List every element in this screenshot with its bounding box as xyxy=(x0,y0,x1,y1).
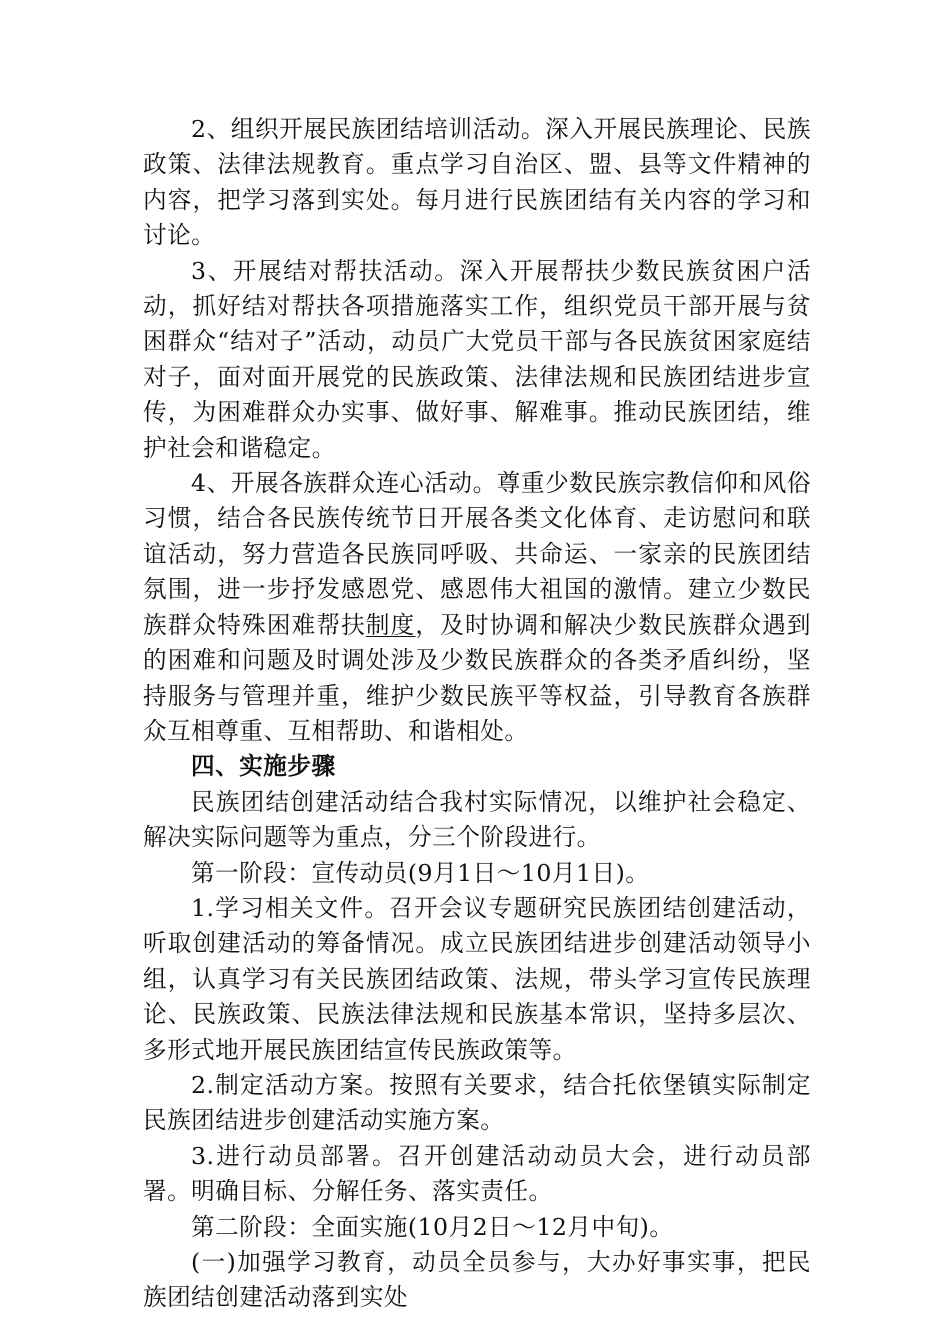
paragraph-overview: 民族团结创建活动结合我村实际情况，以维护社会稳定、解决实际问题等为重点，分三个阶段进行。 xyxy=(143,787,811,852)
underlined-term: 制度 xyxy=(365,610,416,639)
section-heading-implementation-steps: 四、实施步骤 xyxy=(191,752,336,781)
paragraph-phase-two: 第二阶段：全面实施(10月2日～12月中旬)。 xyxy=(191,1212,674,1241)
paragraph-heart-connection xyxy=(143,466,811,749)
paragraph-pairing-assistance: 3、开展结对帮扶活动。深入开展帮扶少数民族贫困户活动，抓好结对帮扶各项措施落实工作，组织党员干部开展与贫困群众“结对子”活动，动员广大党员干部与各民族贫困家庭结对子，面对面开展党的民族政策、法律法规和民族团结进步宣传，为困难群众办实事、做好事、解难事。推动民族团结，维护社会和谐稳定。 xyxy=(143,256,811,462)
paragraph-phase-one: 第一阶段：宣传动员(9月1日～10月1日)。 xyxy=(191,858,650,887)
document-body xyxy=(143,112,811,1316)
paragraph-mobilization: 3.进行动员部署。召开创建活动动员大会，进行动员部署。明确目标、分解任务、落实责任。 xyxy=(143,1141,811,1206)
paragraph-training: 2、组织开展民族团结培训活动。深入开展民族理论、民族政策、法律法规教育。重点学习自治区、盟、县等文件精神的内容，把学习落到实处。每月进行民族团结有关内容的学习和讨论。 xyxy=(143,115,811,250)
paragraph-study-documents: 1.学习相关文件。召开会议专题研究民族团结创建活动，听取创建活动的筹备情况。成立民族团结进步创建活动领导小组，认真学习有关民族团结政策、法规，带头学习宣传民族理论、民族政策、民族法律法规和民族基本常识，坚持多层次、多形式地开展民族团结宣传民族政策等。 xyxy=(143,893,811,1064)
paragraph-strengthen-education: (一)加强学习教育，动员全员参与，大办好事实事，把民族团结创建活动落到实处 xyxy=(143,1248,811,1312)
paragraph-text-after: ，及时协调和解决少数民族群众遇到的困难和问题及时调处涉及少数民族群众的各类矛盾纠纷，坚持服务与管理并重，维护少数民族平等权益，引导教育各族群众互相尊重、互相帮助、和谐相处。 xyxy=(143,610,811,745)
paragraph-text-before: 4、开展各族群众连心活动。尊重少数民族宗教信仰和风俗习惯，结合各民族传统节日开展各类文化体育、走访慰问和联谊活动，努力营造各民族同呼吸、共命运、一家亲的民族团结氛围，进一步抒发感恩党、感恩伟大祖国的激情。建立少数民族群众特殊困难帮扶 xyxy=(143,469,811,639)
paragraph-activity-plan: 2.制定活动方案。按照有关要求，结合托依堡镇实际制定民族团结进步创建活动实施方案。 xyxy=(143,1070,811,1135)
